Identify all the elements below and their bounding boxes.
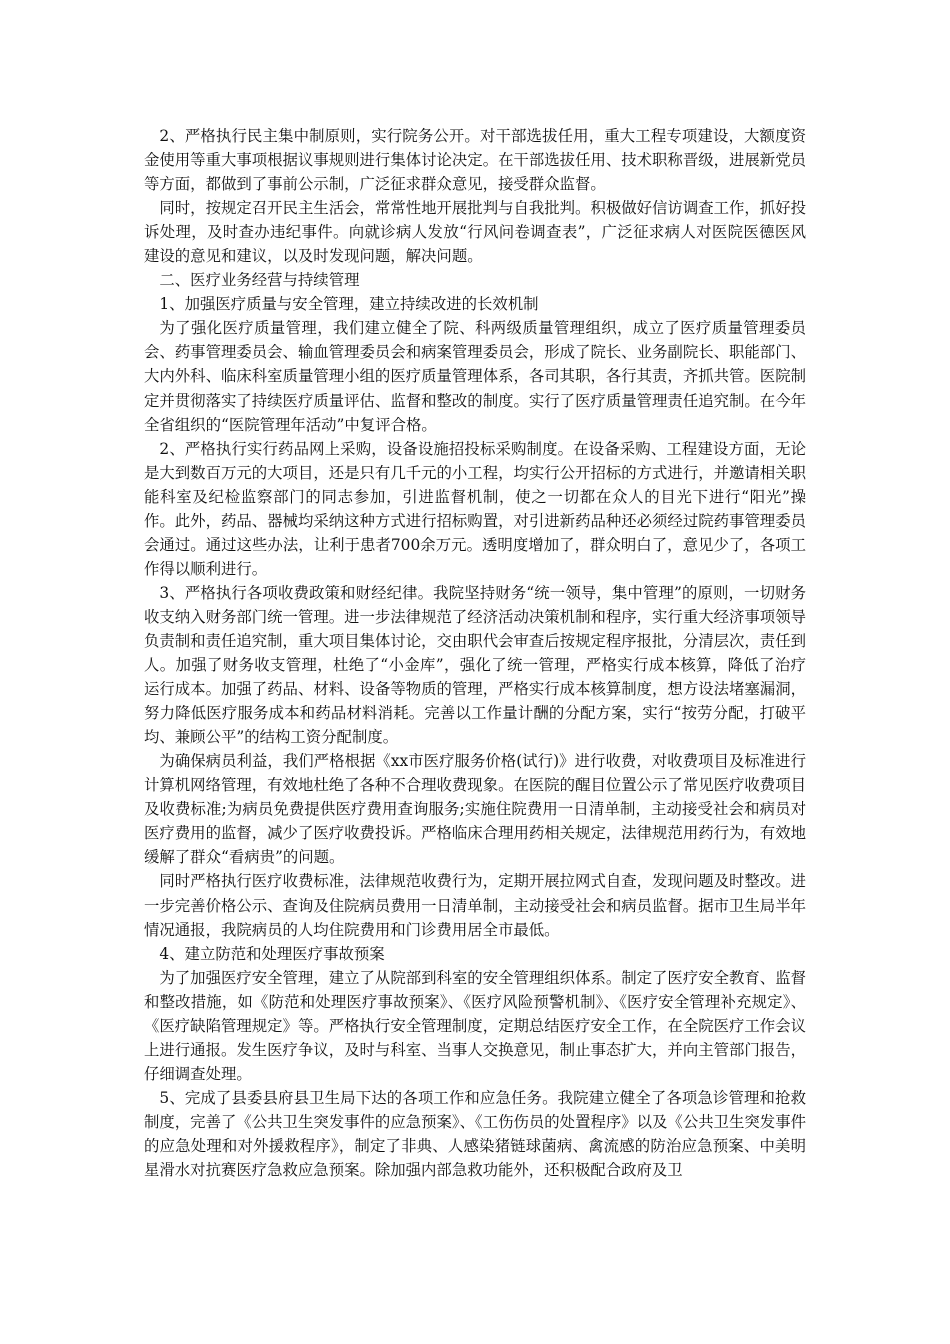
- paragraph: 同时，按规定召开民主生活会，常常性地开展批判与自我批判。积极做好信访调查工作，抓好投诉处理，及时查办违纪事件。向就诊病人发放“行风问卷调查表”，广泛征求病人对医院医德医风建设的意见和建议，以及时发现问题，解决问题。: [144, 199, 806, 266]
- paragraph: 2、严格执行民主集中制原则，实行院务公开。对干部选拔任用，重大工程专项建设，大额度资金使用等重大事项根据议事规则进行集体讨论决定。在干部选拔任用、技术职称晋级，进展新党员等方面，都做到了事前公示制，广泛征求群众意见，接受群众监督。: [144, 127, 806, 194]
- paragraph: 为确保病员利益，我们严格根据《xx市医疗服务价格(试行)》进行收费，对收费项目及标准进行计算机网络管理，有效地杜绝了各种不合理收费现象。在医院的醒目位置公示了常见医疗收费项目及收费标准;为病员免费提供医疗费用查询服务;实施住院费用一日清单制，主动接受社会和病员对医疗费用的监督，减少了医疗收费投诉。严格临床合理用药相关规定，法律规范用药行为，有效地缓解了群众“看病贵”的问题。: [144, 752, 806, 867]
- paragraph: 为了加强医疗安全管理，建立了从院部到科室的安全管理组织体系。制定了医疗安全教育、监督和整改措施，如《防范和处理医疗事故预案》、《医疗风险预警机制》、《医疗安全管理补充规定》、《医疗缺陷管理规定》等。严格执行安全管理制度，定期总结医疗安全工作，在全院医疗工作会议上进行通报。发生医疗争议，及时与科室、当事人交换意见，制止事态扩大，并向主管部门报告，仔细调查处理。: [144, 968, 806, 1083]
- section-heading: 二、医疗业务经营与持续管理: [159, 271, 360, 290]
- paragraph: 2、严格执行实行药品网上采购，设备设施招投标采购制度。在设备采购、工程建设方面，无论是大到数百万元的大项目，还是只有几千元的小工程，均实行公开招标的方式进行，并邀请相关职能科室及纪检监察部门的同志参加，引进监督机制，使之一切都在众人的目光下进行“阳光”操作。此外，药品、器械均采纳这种方式进行招标购置，对引进新药品种还必须经过院药事管理委员会通过。通过这些办法，让利于患者700余万元。透明度增加了，群众明白了，意见少了，各项工作得以顺利进行。: [144, 439, 806, 578]
- paragraph: 5、完成了县委县府县卫生局下达的各项工作和应急任务。我院建立健全了各项急诊管理和抢救制度，完善了《公共卫生突发事件的应急预案》、《工伤伤员的处置程序》以及《公共卫生突发事件的应急处理和对外援救程序》，制定了非典、人感染猪链球菌病、禽流感的防治应急预案、中美明星滑水对抗赛医疗急救应急预案。除加强内部急救功能外，还积极配合政府及卫: [144, 1088, 806, 1180]
- document-body: [144, 124, 806, 1182]
- paragraph: 同时严格执行医疗收费标准，法律规范收费行为，定期开展拉网式自查，发现问题及时整改。进一步完善价格公示、查询及住院病员费用一日清单制，主动接受社会和病员监督。据市卫生局半年情况通报，我院病员的人均住院费用和门诊费用居全市最低。: [144, 872, 806, 939]
- paragraph: 为了强化医疗质量管理，我们建立健全了院、科两级质量管理组织，成立了医疗质量管理委员会、药事管理委员会、输血管理委员会和病案管理委员会，形成了院长、业务副院长、职能部门、大内外科、临床科室质量管理小组的医疗质量管理体系，各司其职，各行其责，齐抓共管。医院制定并贯彻落实了持续医疗质量评估、监督和整改的制度。实行了医疗质量管理责任追究制。在今年全省组织的“医院管理年活动”中复评合格。: [144, 319, 806, 434]
- subsection-heading: 4、建立防范和处理医疗事故预案: [159, 944, 385, 963]
- paragraph: 3、严格执行各项收费政策和财经纪律。我院坚持财务“统一领导，集中管理”的原则，一切财务收支纳入财务部门统一管理。进一步法律规范了经济活动决策机制和程序，实行重大经济事项领导负责制和责任追究制，重大项目集体讨论，交由职代会审查后按规定程序报批，分清层次，责任到人。加强了财务收支管理，杜绝了“小金库”，强化了统一管理，严格实行成本核算，降低了治疗运行成本。加强了药品、材料、设备等物质的管理，严格实行成本核算制度，想方设法堵塞漏洞，努力降低医疗服务成本和药品材料消耗。完善以工作量计酬的分配方案，实行“按劳分配，打破平均、兼顾公平”的结构工资分配制度。: [144, 583, 806, 747]
- subsection-heading: 1、加强医疗质量与安全管理，建立持续改进的长效机制: [159, 295, 539, 314]
